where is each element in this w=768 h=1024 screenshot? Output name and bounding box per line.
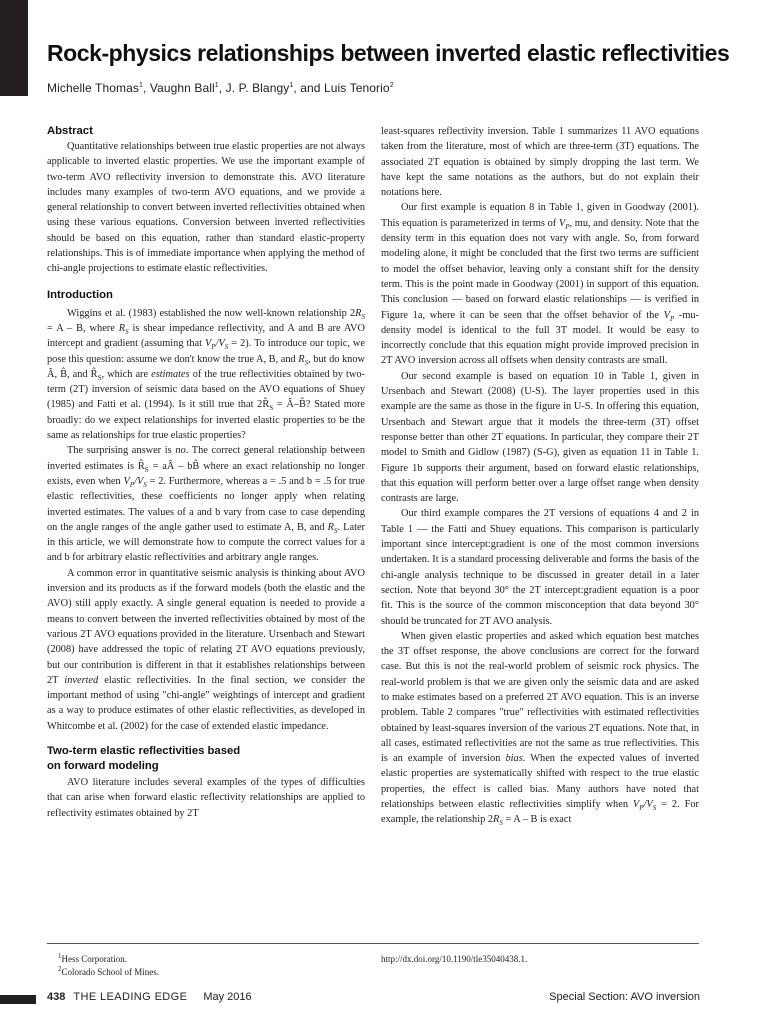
second-example-paragraph: Our second example is based on equation 10 in Table 1, given in Ursenbach and Stewart (2008) (U-S). The layer properties used in this example are the same as those in the figure in U-S. In offering this equation, Ursenbach and Stewart argue that it models the three-term (3T) offset response better than other 2T equations. In particular, they compare their 2T model to Smith and Gidlow (1987) (S-G), given as equation 11 in Table 1. Figure 1b supports their argument, based on forward elastic relationships, that this equation will perform better over a large offset range when density contrasts are large. bbox=[381, 370, 699, 505]
author-name: and Luis Tenorio bbox=[300, 81, 390, 95]
page-number: 438 bbox=[47, 991, 66, 1003]
right-column bbox=[381, 124, 699, 828]
article-title: Rock-physics relationships between inverted elastic reflectivities bbox=[47, 40, 730, 66]
author-list: Michelle Thomas$^1$, Vaughn Ball$^1$, J. P. Blangy$^1$, and Luis Tenorio$^2$ bbox=[47, 81, 394, 95]
author-name: J. P. Blangy bbox=[225, 81, 290, 95]
third-example-paragraph: Our third example compares the 2T versions of equations 4 and 2 in Table 1 — the Fatti and Shuey equations. This comparison is particularly important since intercept:gradient is one of the most common inversions undertaken. It is a standard processing deliverable and forms the basis of the chi-angle analysis technique to be discussed in greater detail in a later section. Note that beyond 30° the 2T intercept:gradient equation is a poor fit. This is the source of the common misconception that data beyond 30° should be truncated for 2T AVO analysis. bbox=[381, 508, 699, 627]
author-name: Michelle Thomas bbox=[47, 81, 139, 95]
footnote-divider bbox=[47, 943, 699, 944]
section-label: Special Section: AVO inversion bbox=[549, 991, 700, 1003]
intro-paragraph-2: The surprising answer is no. The correct general relationship between inverted estimates is $R̂_S$ = aÂ – bB̂ where an exact relationship no longer exists, even when $V_P/V_S = 2$. Furthermore, whereas a = .5 and b = .5 for true elastic reflectivities, these coefficients no longer apply when relating inverted estimates. The values of a and b vary from case to case depending on the angle ranges of the angle gather used to estimate A, B, and $R_S$. Later in this article, we will demonstrate how to compute the correct values for a and b for arbitrary elastic reflectivities and arbitrary angle ranges. bbox=[47, 445, 366, 564]
first-example-paragraph: Our first example is equation 8 in Table 1, given in Goodway (2001). This equation is parameterized in terms of $V_P$, mu, and density. Note that the density term in this equation does not vary with angle. So, from forward modeling alone, it might be concluded that the first two terms are sufficient to model the offset behavior, leaving only a constant shift for the density term. This is the point made in Goodway (2001) in support of this equation. This conclusion — based on forward elastic relationships — is verified in Figure 1a, where it can be seen that the offset behavior of the $V_P$ -mu-density model is identical to the full 3T model. It would be easy to incorrectly conclude that this equation might provide improved precision in 2T AVO inversion across all offsets when density contrasts are small. bbox=[381, 202, 700, 367]
intro-paragraph-3: A common error in quantitative seismic analysis is thinking about AVO inversion and its products as if the forward models (both the elastic and the AVO) still apply exactly. A single general equation is needed to provide a means to convert between the inverted reflectivities obtained by most of the various 2T AVO equations provided in the literature. Ursenbach and Stewart (2008) have addressed the topic of relating 2T AVO equations previously, but our contribution is different in that it establishes relationships between 2T inverted elastic reflectivities. In the final section, we consider the important method of using "chi-angle" weightings of intercept and gradient as a way to produce estimates of other elastic reflectivities, as developed in Whitcombe et al. (2002) for the case of extended elastic impedance. bbox=[47, 567, 366, 732]
page-footer-left bbox=[47, 991, 252, 1003]
two-term-heading: Two-term elastic reflectivities based on forward modeling bbox=[47, 744, 241, 772]
magazine-name: THE LEADING EDGE bbox=[73, 991, 188, 1003]
introduction-heading: Introduction bbox=[47, 288, 113, 301]
abstract-paragraph: Quantitative relationships between true elastic properties are not always applicable to inverted elastic properties. We use the important example of two-term AVO reflectivity inversion to demonstrate this. AVO literature includes many examples of two-term AVO equations, and we provide a general relationship to convert between inverted reflectivities obtained when using these various equations. Conversion between inverted reflectivities should be based on this equation, rather than standard elastic-property relationships. This is of immediate importance when applying the method of chi-angle projections to estimate elastic reflectivities. bbox=[47, 141, 365, 275]
footnote: $^1$Hess Corporation. bbox=[58, 952, 127, 964]
left-column bbox=[47, 124, 365, 821]
author-name: Vaughn Ball bbox=[149, 81, 215, 95]
two-term-paragraph: AVO literature includes several examples of the types of difficulties that can arise when forward elastic reflectivity relationships are applied to reflectivity estimates obtained by 2T bbox=[47, 776, 365, 819]
author-affiliation-mark: 1 bbox=[138, 82, 143, 89]
continued-paragraph: least-squares reflectivity inversion. Table 1 summarizes 11 AVO equations taken from the literature, most of which are three-term (3T) equations. The associated 2T equation is obtained by simply dropping the last term. We have kept the same notations as the authors, but do not explain their notations here. bbox=[381, 126, 699, 199]
author-affiliation-mark: 1 bbox=[289, 82, 294, 89]
section-tab-bar bbox=[0, 0, 28, 96]
author-affiliation-mark: 2 bbox=[389, 82, 394, 89]
abstract-heading: Abstract bbox=[47, 125, 93, 137]
footnote: $^2$Colorado School of Mines. bbox=[58, 965, 159, 977]
intro-paragraph-1: Wiggins et al. (1983) established the now well-known relationship $2R_S = A - B$, where $R_S$ is shear impedance reflectivity, and A and B are AVO intercept and gradient (assuming that $V_P/V_S = 2$). To introduce our topic, we pose this question: assume we don't know the true A, B, and $R_S$, but do know Â, B̂, and $R̂_S$, which are estimates of the true reflectivities obtained by two-term (2T) inversion of seismic data based on the AVO equations of Shuey (1985) and Fatti et al. (1994). Is it still true that $2R̂_S$ = Â–B̂? Stated more broadly: do we expect relationships for inverted elastic properties to be the same as relationships for true elastic properties? bbox=[47, 307, 365, 442]
inverse-problem-paragraph: When given elastic properties and asked which equation best matches the 3T offset response, the above conclusions are correct for the forward case. But this is not the real-world problem of seismic rock physics. The real-world problem is that we are given only the seismic data and are asked to make estimates based on a preferred 2T AVO equation. This is an inverse problem. Table 2 compares "true" reflectivities with estimated reflectivities obtained by least-squares inversion of the various 2T equations. Note that, in all cases, estimated reflectivities are not the same as true reflectivities. This is an example of inversion bias. When the expected values of inverted elastic properties are systematically shifted with respect to the true elastic properties, the effect is called bias. Many authors have noted that relationships between elastic reflectivities simplify when $V_P/V_S = 2$. For example, the relationship $2R_S = A - B$ is exact bbox=[381, 630, 699, 828]
footnotes bbox=[58, 953, 358, 979]
author-affiliation-mark: 1 bbox=[214, 82, 219, 89]
footer-tab-bar bbox=[0, 995, 36, 1004]
doi-link[interactable]: http://dx.doi.org/10.1190/tle35040438.1. bbox=[381, 954, 528, 964]
issue-date: May 2016 bbox=[203, 991, 252, 1003]
